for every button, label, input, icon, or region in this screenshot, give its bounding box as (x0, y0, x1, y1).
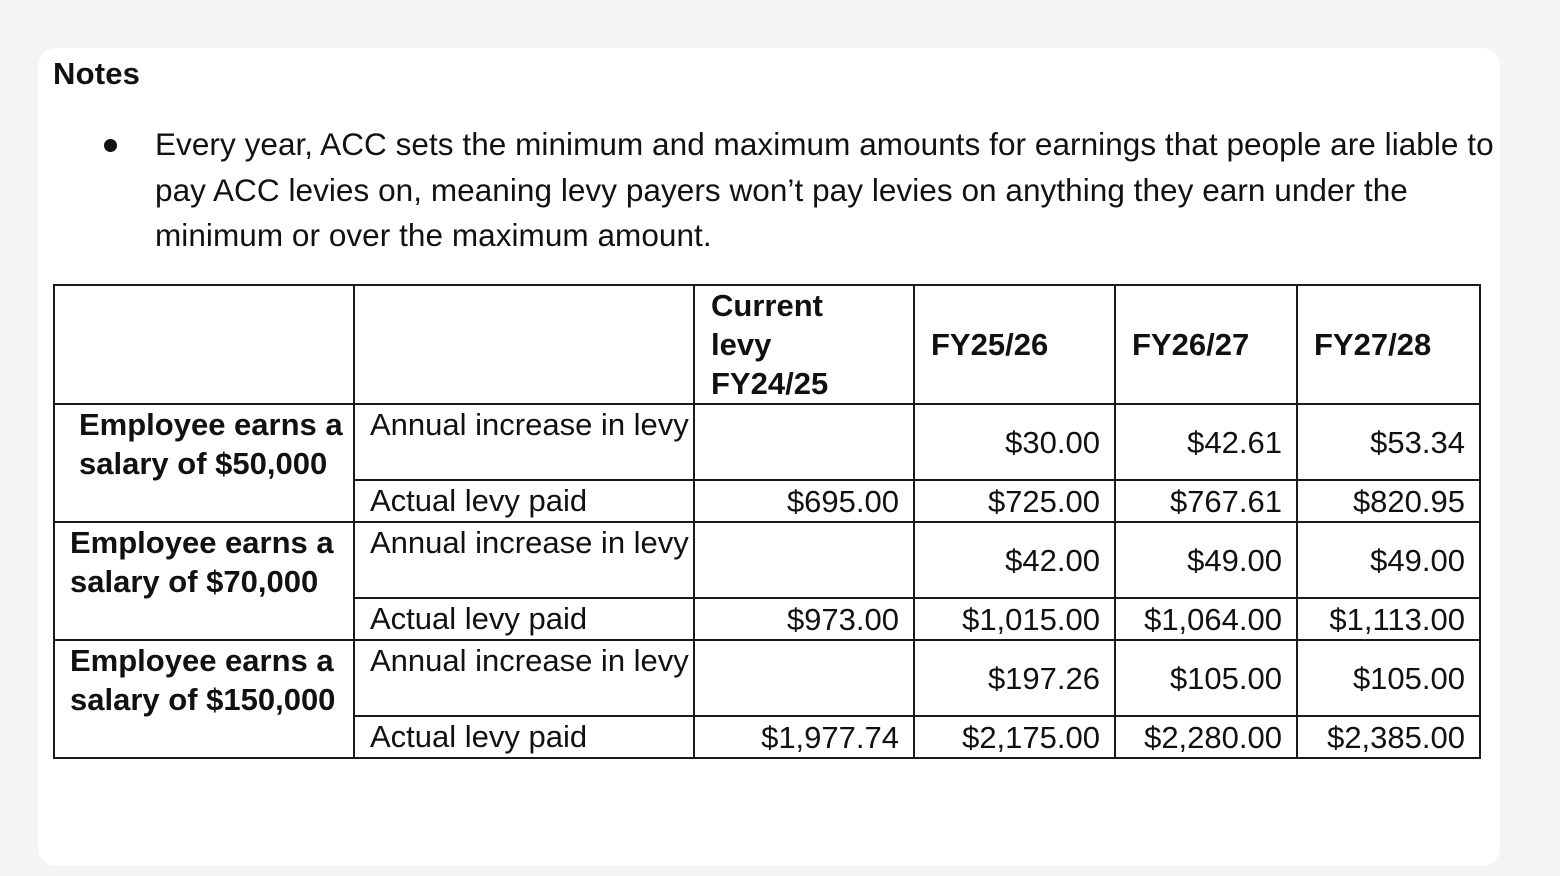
row-label: Actual levy paid (354, 598, 694, 640)
table-cell: $42.00 (914, 522, 1115, 598)
table-cell (694, 404, 914, 480)
table-cell: $1,113.00 (1297, 598, 1480, 640)
row-label: Annual increase in levy (354, 522, 694, 598)
header-cell-blank (54, 285, 354, 404)
levy-table (53, 284, 1481, 759)
table-cell: $105.00 (1115, 640, 1297, 716)
salary-group-label: Employee earns a salary of $150,000 (54, 640, 354, 758)
table-cell: $1,064.00 (1115, 598, 1297, 640)
table-row (54, 640, 1480, 716)
table-cell: $695.00 (694, 480, 914, 522)
table-cell (694, 522, 914, 598)
row-label: Actual levy paid (354, 480, 694, 522)
column-header-current-levy: Current levy FY24/25 (694, 285, 914, 404)
table-cell: $2,280.00 (1115, 716, 1297, 758)
notes-bullet-text: Every year, ACC sets the minimum and maximum amounts for earnings that people are liable to pay ACC levies on, meaning levy payers won’t pay levies on anything they earn under the minimum or over the maximum amount. (155, 126, 1494, 253)
column-header-fy27-28: FY27/28 (1297, 285, 1480, 404)
bullet-icon (104, 139, 117, 152)
salary-group-label: Employee earns a salary of $70,000 (54, 522, 354, 640)
column-header-fy25-26: FY25/26 (914, 285, 1115, 404)
table-cell: $49.00 (1115, 522, 1297, 598)
document-page (38, 48, 1500, 866)
table-header-row (54, 285, 1480, 404)
table-cell: $1,015.00 (914, 598, 1115, 640)
row-label: Actual levy paid (354, 716, 694, 758)
table-cell: $53.34 (1297, 404, 1480, 480)
table-cell: $820.95 (1297, 480, 1480, 522)
table-cell: $30.00 (914, 404, 1115, 480)
table-cell: $42.61 (1115, 404, 1297, 480)
row-label: Annual increase in levy (354, 404, 694, 480)
table-cell: $1,977.74 (694, 716, 914, 758)
table-cell: $767.61 (1115, 480, 1297, 522)
table-cell: $725.00 (914, 480, 1115, 522)
table-cell: $2,175.00 (914, 716, 1115, 758)
row-label: Annual increase in levy (354, 640, 694, 716)
table-cell: $973.00 (694, 598, 914, 640)
table-cell: $2,385.00 (1297, 716, 1480, 758)
table-cell: $49.00 (1297, 522, 1480, 598)
salary-group-label: Employee earns a salary of $50,000 (54, 404, 354, 522)
column-header-fy26-27: FY26/27 (1115, 285, 1297, 404)
header-cell-blank (354, 285, 694, 404)
table-row (54, 522, 1480, 598)
notes-heading: Notes (53, 56, 141, 91)
table-cell (694, 640, 914, 716)
table-cell: $105.00 (1297, 640, 1480, 716)
table-cell: $197.26 (914, 640, 1115, 716)
table-row (54, 404, 1480, 480)
